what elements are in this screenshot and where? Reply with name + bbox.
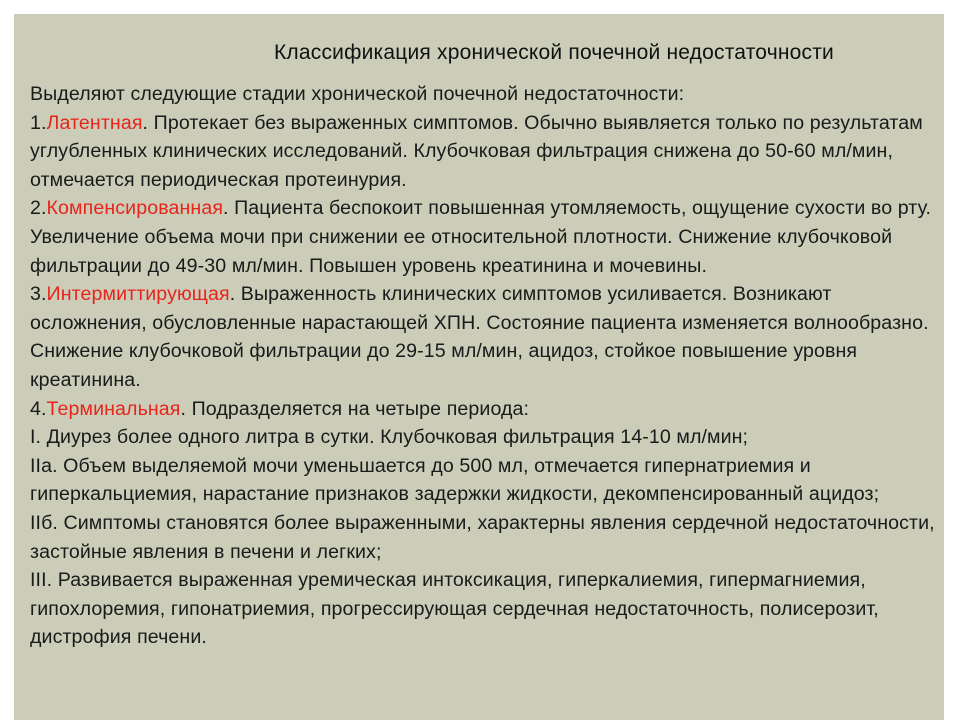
stage-item (30, 109, 940, 195)
stage-name: Терминальная (46, 397, 181, 420)
stage-number: 4. (30, 397, 47, 420)
stage-number: 2. (30, 197, 47, 220)
period-item: I. Диурез более одного литра в сутки. Клубочковая фильтрация 14-10 мл/мин; (30, 426, 749, 449)
stage-name: Интермиттирующая (46, 283, 230, 306)
stage-description: . Выраженность клинических симптомов усиливается. Возникают осложнения, обусловленные нарастающей ХПН. Состояние пациента изменяется волнообразно. Снижение клубочковой фильтрации до 29-15 мл/мин, ацидоз, стойкое повышение уровня креатинина. (30, 283, 929, 391)
slide-title: Классификация хронической почечной недостаточности (274, 41, 834, 64)
stage-name: Компенсированная (46, 197, 224, 220)
slide (14, 14, 944, 720)
slide-body (30, 80, 940, 652)
intro-text: Выделяют следующие стадии хронической почечной недостаточности: (30, 83, 685, 105)
period-item: III. Развивается выраженная уремическая интоксикация, гиперкалиемия, гипермагниемия, гипохлоремия, гипонатриемия, прогрессирующая сердечная недостаточность, полисерозит, дистрофия печени. (30, 569, 879, 649)
stage-description: . Пациента беспокоит повышенная утомляемость, ощущение сухости во рту. Увеличение объема мочи при снижении ее относительной плотности. Снижение клубочковой фильтрации до 49-30 мл/мин. Повышен уровень креатинина и мочевины. (30, 197, 932, 277)
period-item: IIа. Объем выделяемой мочи уменьшается до 500 мл, отмечается гипернатриемия и гиперкальциемия, нарастание признаков задержки жидкости, декомпенсированный ацидоз; (30, 454, 880, 506)
stage-description: . Подразделяется на четыре периода: (180, 397, 530, 420)
stage-description: . Протекает без выраженных симптомов. Обычно выявляется только по результатам углубленных клинических исследований. Клубочковая фильтрация снижена до 50-60 мл/мин, отмечается периодическая протеинурия. (30, 111, 923, 191)
period-item: IIб. Симптомы становятся более выраженными, характерны явления сердечной недостаточности, застойные явления в печени и легких; (30, 511, 935, 563)
stage-number: 1. (30, 111, 47, 134)
stage-item (30, 395, 940, 424)
stage-name: Латентная (46, 111, 143, 134)
stage-item (30, 280, 940, 394)
stage-number: 3. (30, 283, 47, 306)
stage-item (30, 194, 940, 280)
